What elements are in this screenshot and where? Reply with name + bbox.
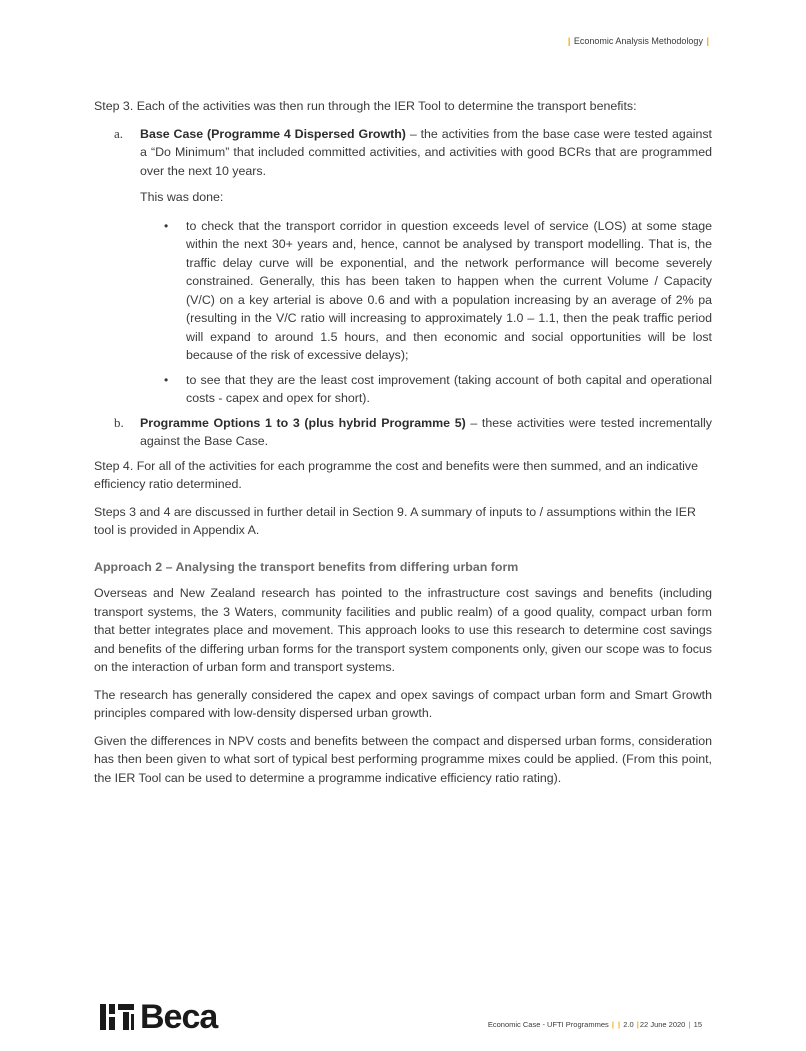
page-body <box>94 97 712 796</box>
bullet-item: • to check that the transport corridor in question exceeds level of service (LOS) at some stage within the next 30+ years and, hence, cannot be analysed by transport modelling. That is, the traffic delay curve will be exponential, and the network performance will become severely constrained. Generally, this has been taken to happen when the current Volume / Capacity (V/C) on a key arterial is above 0.6 and with a population increasing by an average of 2% pa (resulting in the V/C ratio will increasing to approximately 1.0 – 1.1, then the peak traffic period will expand to around 1.5 hours, and then economic and social opportunities will be lost because of the risk of excessive delays); <box>164 218 712 362</box>
item-a-text: – the activities from the base case were tested against a “Do Minimum” that included committed activities, and activities with good BCRs that are programmed over the next 10 years. <box>140 126 712 178</box>
approach-2-heading: Approach 2 – Analysing the transport benefits from differing urban form <box>94 559 519 574</box>
footer-doc-title: Economic Case - UFTI Programmes <box>487 1020 609 1029</box>
list-item-a <box>94 125 712 181</box>
list-marker: b. <box>114 414 124 430</box>
step-3: Step 3. Each of the activities was then run through the IER Tool to determine the transport benefits: <box>94 99 637 113</box>
list-marker: a. <box>114 125 124 141</box>
beca-logo-icon <box>100 1002 136 1032</box>
item-a-title: Base Case (Programme 4 Dispersed Growth) <box>140 126 406 141</box>
beca-logo <box>100 1000 217 1034</box>
footer-date: 22 June 2020 <box>639 1020 686 1029</box>
approach-2-paragraph: The research has generally considered the capex and opex savings of compact urban form and Smart Growth principles compared with low-density dispersed urban growth. <box>94 687 712 720</box>
bullet-icon: • <box>164 372 169 387</box>
list-item-b <box>94 414 712 451</box>
approach-2-paragraph: Overseas and New Zealand research has pointed to the infrastructure cost savings and benefits (including transport systems, the 3 Waters, community facilities and public realm) of a good quality, compact urban form that better integrates place and movement. This approach looks to use this research to determine cost savings and benefits of the differing urban forms for the transport system components only, given our scope was to focus on the interaction of urban form and transport systems. <box>94 586 712 674</box>
steps-3-4-note: Steps 3 and 4 are discussed in further detail in Section 9. A summary of inputs to / assumptions within the IER tool is provided in Appendix A. <box>94 504 696 537</box>
bullet-item: • to see that they are the least cost improvement (taking account of both capital and operational costs - capex and opex for short). <box>164 372 712 405</box>
footer-version: 2.0 <box>623 1020 634 1029</box>
header-title: Economic Analysis Methodology <box>573 36 703 46</box>
this-was-done: This was done: <box>140 190 224 204</box>
item-b-title: Programme Options 1 to 3 (plus hybrid Programme 5) <box>140 415 466 430</box>
page-footer: Economic Case - UFTI Programmes | | 2.0 |22 June 2020 | 15 <box>487 1020 702 1029</box>
step-4: Step 4. For all of the activities for each programme the cost and benefits were then summed, and an indicative efficiency ratio determined. <box>94 458 699 491</box>
running-header: | Economic Analysis Methodology | <box>567 36 709 46</box>
footer-page-number: 15 <box>693 1020 702 1029</box>
approach-2-paragraph: Given the differences in NPV costs and benefits between the compact and dispersed urban forms, consideration has then been given to what sort of typical best performing programme mixes could be applied. (From this point, the IER Tool can be used to determine a programme indicative efficiency ratio rating). <box>94 733 712 785</box>
bullet-list <box>94 217 712 408</box>
beca-logo-text: Beca <box>140 998 218 1036</box>
item-b-text: – these activities were tested incrementally against the Base Case. <box>140 415 712 448</box>
bullet-icon: • <box>164 218 169 233</box>
